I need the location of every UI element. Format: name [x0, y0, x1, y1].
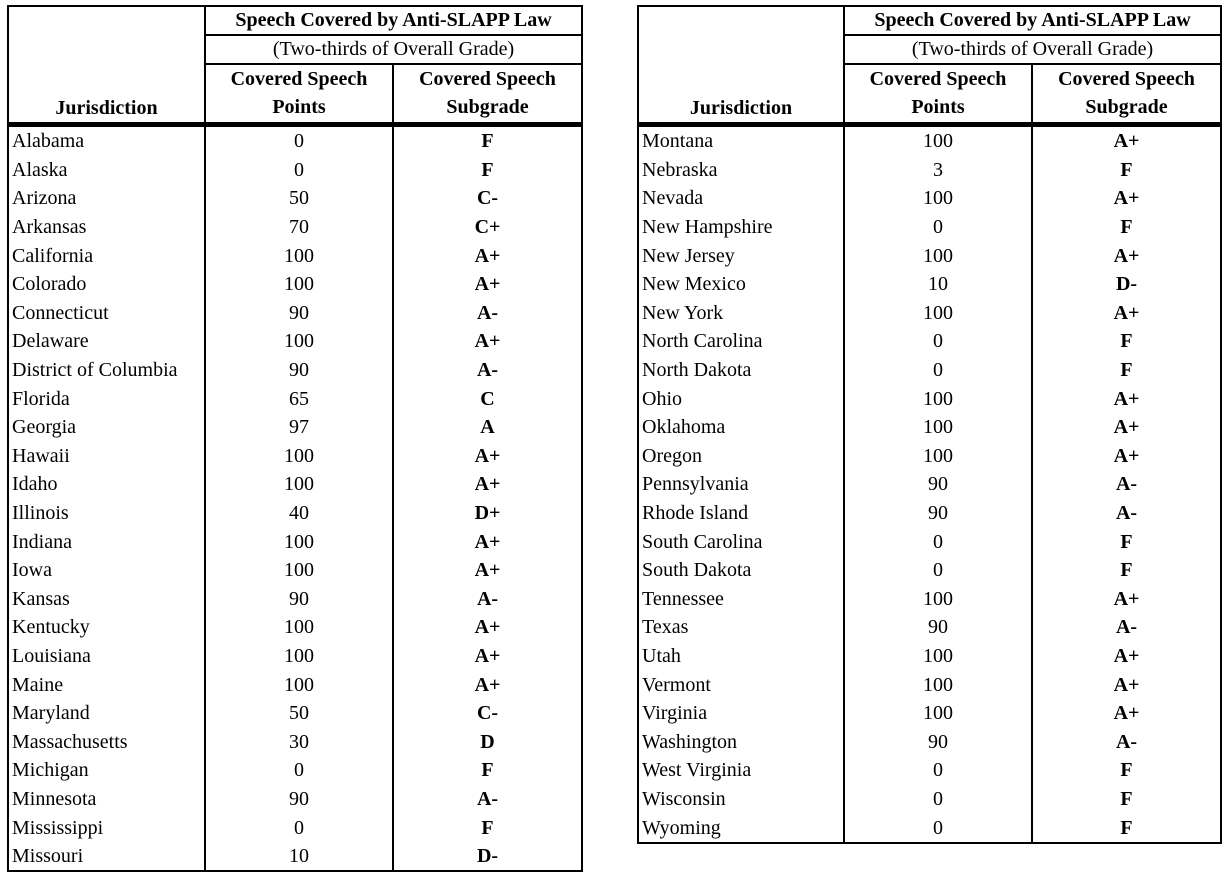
points-cell: 100 — [844, 413, 1032, 442]
jurisdiction-cell: Utah — [638, 642, 844, 671]
subgrade-header-line1: Covered Speech — [393, 64, 582, 94]
table-header — [638, 6, 1221, 125]
points-cell: 100 — [205, 470, 393, 499]
group-title: Speech Covered by Anti-SLAPP Law — [205, 6, 582, 35]
table-row — [638, 470, 1221, 499]
table-row — [638, 527, 1221, 556]
points-cell: 50 — [205, 184, 393, 213]
table-row — [638, 270, 1221, 299]
table-row — [638, 556, 1221, 585]
jurisdiction-cell: Hawaii — [8, 442, 205, 471]
grade-cell: F — [1032, 756, 1221, 785]
grade-cell: A+ — [393, 527, 582, 556]
table-row — [8, 184, 582, 213]
points-cell: 100 — [844, 699, 1032, 728]
jurisdiction-cell: Mississippi — [8, 813, 205, 842]
points-cell: 97 — [205, 413, 393, 442]
jurisdiction-cell: Washington — [638, 727, 844, 756]
table-row — [8, 213, 582, 242]
table-row — [638, 499, 1221, 528]
jurisdiction-cell: North Carolina — [638, 327, 844, 356]
points-cell: 0 — [844, 356, 1032, 385]
grade-cell: C- — [393, 184, 582, 213]
jurisdiction-cell: Wisconsin — [638, 785, 844, 814]
table-row — [8, 470, 582, 499]
subgrade-header-line2: Subgrade — [393, 94, 582, 125]
table-row — [8, 842, 582, 872]
points-cell: 100 — [844, 125, 1032, 156]
grade-cell: A+ — [1032, 384, 1221, 413]
points-cell: 90 — [205, 356, 393, 385]
points-cell: 0 — [205, 125, 393, 156]
jurisdiction-cell: Missouri — [8, 842, 205, 872]
grade-cell: A- — [393, 356, 582, 385]
jurisdiction-cell: Vermont — [638, 670, 844, 699]
table-row — [638, 125, 1221, 156]
group-subtitle: (Two-thirds of Overall Grade) — [205, 35, 582, 64]
points-cell: 50 — [205, 699, 393, 728]
table-row — [8, 125, 582, 156]
jurisdiction-cell: Alaska — [8, 156, 205, 185]
points-cell: 30 — [205, 727, 393, 756]
jurisdiction-cell: Arizona — [8, 184, 205, 213]
points-cell: 100 — [844, 184, 1032, 213]
points-cell: 0 — [844, 785, 1032, 814]
grade-cell: A+ — [1032, 184, 1221, 213]
grade-cell: D+ — [393, 499, 582, 528]
grade-cell: A+ — [393, 613, 582, 642]
grade-cell: A+ — [393, 442, 582, 471]
grade-cell: F — [393, 125, 582, 156]
jurisdiction-cell: Indiana — [8, 527, 205, 556]
table-row — [8, 299, 582, 328]
grade-cell: A- — [1032, 499, 1221, 528]
jurisdiction-cell: Iowa — [8, 556, 205, 585]
grade-cell: A+ — [1032, 442, 1221, 471]
jurisdiction-cell: Minnesota — [8, 785, 205, 814]
jurisdiction-cell: Alabama — [8, 125, 205, 156]
table-row — [638, 442, 1221, 471]
jurisdiction-cell: Maryland — [8, 699, 205, 728]
jurisdiction-cell: Oklahoma — [638, 413, 844, 442]
jurisdiction-cell: Maine — [8, 670, 205, 699]
points-cell: 100 — [844, 384, 1032, 413]
points-cell: 10 — [205, 842, 393, 872]
grade-cell: F — [393, 156, 582, 185]
jurisdiction-cell: New York — [638, 299, 844, 328]
points-cell: 100 — [205, 442, 393, 471]
jurisdiction-cell: California — [8, 241, 205, 270]
grade-cell: A+ — [393, 670, 582, 699]
grade-cell: A- — [393, 585, 582, 614]
jurisdiction-cell: New Hampshire — [638, 213, 844, 242]
jurisdiction-cell: Tennessee — [638, 585, 844, 614]
table-row — [8, 442, 582, 471]
points-header-line2: Points — [205, 94, 393, 125]
jurisdiction-cell: Ohio — [638, 384, 844, 413]
grade-cell: F — [1032, 156, 1221, 185]
points-cell: 100 — [205, 270, 393, 299]
points-cell: 100 — [844, 442, 1032, 471]
jurisdiction-cell: Texas — [638, 613, 844, 642]
table-row — [8, 585, 582, 614]
jurisdiction-cell: Arkansas — [8, 213, 205, 242]
table-row — [638, 785, 1221, 814]
table-row — [638, 642, 1221, 671]
grade-cell: C- — [393, 699, 582, 728]
jurisdiction-cell: Massachusetts — [8, 727, 205, 756]
points-cell: 0 — [844, 213, 1032, 242]
grade-cell: A+ — [393, 327, 582, 356]
grade-cell: A — [393, 413, 582, 442]
points-cell: 90 — [844, 499, 1032, 528]
jurisdiction-header: Jurisdiction — [8, 94, 205, 125]
jurisdiction-cell: Florida — [8, 384, 205, 413]
points-cell: 100 — [844, 241, 1032, 270]
table-row — [8, 642, 582, 671]
table-row — [8, 499, 582, 528]
jurisdiction-cell: South Carolina — [638, 527, 844, 556]
group-title: Speech Covered by Anti-SLAPP Law — [844, 6, 1221, 35]
jurisdiction-cell: Colorado — [8, 270, 205, 299]
table-row — [8, 670, 582, 699]
points-cell: 100 — [205, 613, 393, 642]
points-cell: 100 — [844, 642, 1032, 671]
grade-cell: F — [1032, 785, 1221, 814]
grade-cell: F — [1032, 556, 1221, 585]
table-row — [638, 327, 1221, 356]
jurisdiction-cell: Connecticut — [8, 299, 205, 328]
grade-cell: F — [1032, 327, 1221, 356]
table-row — [638, 384, 1221, 413]
table-row — [8, 813, 582, 842]
grade-cell: D- — [393, 842, 582, 872]
table-row — [8, 356, 582, 385]
table-row — [638, 699, 1221, 728]
jurisdiction-cell: Michigan — [8, 756, 205, 785]
jurisdiction-cell: Kentucky — [8, 613, 205, 642]
points-cell: 3 — [844, 156, 1032, 185]
table-row — [638, 727, 1221, 756]
grade-cell: F — [393, 813, 582, 842]
points-cell: 90 — [844, 470, 1032, 499]
points-cell: 0 — [205, 156, 393, 185]
grade-cell: A+ — [393, 470, 582, 499]
points-cell: 0 — [205, 813, 393, 842]
jurisdiction-cell: Virginia — [638, 699, 844, 728]
grade-cell: A+ — [393, 642, 582, 671]
points-cell: 90 — [205, 299, 393, 328]
grade-cell: A+ — [1032, 125, 1221, 156]
grade-cell: A- — [393, 299, 582, 328]
grade-cell: F — [1032, 356, 1221, 385]
grade-cell: A+ — [1032, 299, 1221, 328]
grade-cell: A+ — [393, 556, 582, 585]
grade-cell: F — [1032, 527, 1221, 556]
table-row — [8, 270, 582, 299]
points-cell: 100 — [205, 241, 393, 270]
table-row — [8, 527, 582, 556]
jurisdiction-cell: Illinois — [8, 499, 205, 528]
table-row — [638, 413, 1221, 442]
grade-cell: A+ — [1032, 670, 1221, 699]
points-cell: 10 — [844, 270, 1032, 299]
jurisdiction-cell: Nevada — [638, 184, 844, 213]
table-row — [8, 556, 582, 585]
grade-cell: F — [1032, 813, 1221, 843]
group-subtitle: (Two-thirds of Overall Grade) — [844, 35, 1221, 64]
grade-cell: F — [1032, 213, 1221, 242]
table-row — [8, 756, 582, 785]
table-row — [8, 384, 582, 413]
grade-cell: A+ — [393, 241, 582, 270]
jurisdiction-cell: Oregon — [638, 442, 844, 471]
table-row — [638, 670, 1221, 699]
points-cell: 100 — [844, 670, 1032, 699]
subgrade-header-line1: Covered Speech — [1032, 64, 1221, 94]
points-cell: 0 — [844, 813, 1032, 843]
table-row — [638, 213, 1221, 242]
subgrade-header-line2: Subgrade — [1032, 94, 1221, 125]
points-cell: 0 — [205, 756, 393, 785]
jurisdiction-cell: Pennsylvania — [638, 470, 844, 499]
table-row — [8, 785, 582, 814]
table-body — [8, 125, 582, 872]
points-cell: 100 — [205, 642, 393, 671]
table-row — [638, 356, 1221, 385]
grade-cell: A+ — [1032, 585, 1221, 614]
table-body — [638, 125, 1221, 843]
jurisdiction-cell: Georgia — [8, 413, 205, 442]
points-cell: 90 — [205, 785, 393, 814]
jurisdiction-cell: District of Columbia — [8, 356, 205, 385]
grades-table-left — [7, 5, 583, 872]
points-header-line1: Covered Speech — [844, 64, 1032, 94]
table-row — [638, 156, 1221, 185]
points-cell: 100 — [205, 327, 393, 356]
table-row — [638, 241, 1221, 270]
jurisdiction-cell: West Virginia — [638, 756, 844, 785]
points-cell: 100 — [205, 556, 393, 585]
points-header-line2: Points — [844, 94, 1032, 125]
table-header — [8, 6, 582, 125]
jurisdiction-header-cell — [8, 6, 205, 35]
grade-cell: A- — [1032, 727, 1221, 756]
grade-cell: A- — [1032, 470, 1221, 499]
jurisdiction-cell: New Mexico — [638, 270, 844, 299]
grade-cell: D — [393, 727, 582, 756]
points-cell: 100 — [205, 670, 393, 699]
table-row — [638, 585, 1221, 614]
grade-cell: C+ — [393, 213, 582, 242]
jurisdiction-cell: Nebraska — [638, 156, 844, 185]
grade-cell: A- — [1032, 613, 1221, 642]
points-cell: 0 — [844, 327, 1032, 356]
jurisdiction-cell: South Dakota — [638, 556, 844, 585]
points-cell: 0 — [844, 556, 1032, 585]
grades-table-right — [637, 5, 1222, 844]
points-cell: 90 — [844, 613, 1032, 642]
grade-cell: F — [393, 756, 582, 785]
table-row — [638, 756, 1221, 785]
jurisdiction-cell: Rhode Island — [638, 499, 844, 528]
jurisdiction-cell: Montana — [638, 125, 844, 156]
grade-cell: A+ — [1032, 413, 1221, 442]
points-header-line1: Covered Speech — [205, 64, 393, 94]
points-cell: 100 — [205, 527, 393, 556]
table-row — [8, 613, 582, 642]
points-cell: 100 — [844, 299, 1032, 328]
table-row — [638, 184, 1221, 213]
grade-cell: A+ — [1032, 642, 1221, 671]
table-row — [8, 156, 582, 185]
points-cell: 90 — [844, 727, 1032, 756]
jurisdiction-header: Jurisdiction — [638, 94, 844, 125]
table-row — [8, 413, 582, 442]
points-cell: 100 — [844, 585, 1032, 614]
points-cell: 70 — [205, 213, 393, 242]
jurisdiction-cell: North Dakota — [638, 356, 844, 385]
points-cell: 90 — [205, 585, 393, 614]
points-cell: 0 — [844, 527, 1032, 556]
grade-cell: A+ — [393, 270, 582, 299]
points-cell: 65 — [205, 384, 393, 413]
jurisdiction-cell: Louisiana — [8, 642, 205, 671]
table-row — [8, 327, 582, 356]
points-cell: 0 — [844, 756, 1032, 785]
points-cell: 40 — [205, 499, 393, 528]
jurisdiction-cell: Delaware — [8, 327, 205, 356]
jurisdiction-cell: Kansas — [8, 585, 205, 614]
grade-cell: D- — [1032, 270, 1221, 299]
jurisdiction-cell: Wyoming — [638, 813, 844, 843]
table-row — [638, 299, 1221, 328]
jurisdiction-header-cell — [638, 6, 844, 35]
grade-cell: C — [393, 384, 582, 413]
grade-cell: A- — [393, 785, 582, 814]
grade-cell: A+ — [1032, 241, 1221, 270]
grade-cell: A+ — [1032, 699, 1221, 728]
table-row — [638, 813, 1221, 843]
table-row — [8, 699, 582, 728]
jurisdiction-cell: Idaho — [8, 470, 205, 499]
jurisdiction-cell: New Jersey — [638, 241, 844, 270]
table-row — [8, 241, 582, 270]
table-row — [8, 727, 582, 756]
table-row — [638, 613, 1221, 642]
